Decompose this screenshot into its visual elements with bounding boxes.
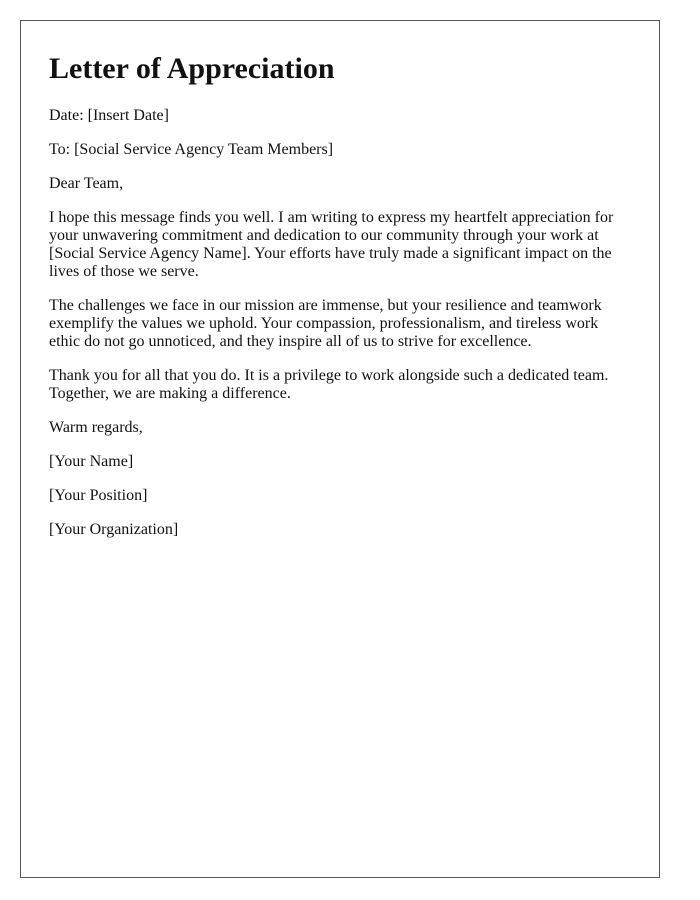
date-line: Date: [Insert Date] xyxy=(49,107,169,124)
signature-organization: [Your Organization] xyxy=(49,521,179,538)
letter-content xyxy=(49,49,629,555)
body-paragraph-2: The challenges we face in our mission are immense, but your resilience and teamwork exemplify the values we uphold. Your compassion, professionalism, and tireless work ethic do not go unnoticed, and they inspire all of us to strive for excellence. xyxy=(49,297,602,350)
letter-title: Letter of Appreciation xyxy=(49,52,335,85)
closing: Warm regards, xyxy=(49,419,143,436)
body-paragraph-3: Thank you for all that you do. It is a privilege to work alongside such a dedicated team. Together, we are making a difference. xyxy=(49,367,609,402)
letter-page xyxy=(20,20,660,878)
body-paragraph-1: I hope this message finds you well. I am writing to express my heartfelt appreciation for your unwavering commitment and dedication to our community through your work at [Social Service Agency Name]. Your efforts have truly made a significant impact on the lives of those we serve. xyxy=(49,209,614,280)
recipient-line: To: [Social Service Agency Team Members] xyxy=(49,141,334,158)
salutation: Dear Team, xyxy=(49,175,124,192)
signature-position: [Your Position] xyxy=(49,487,148,504)
signature-name: [Your Name] xyxy=(49,453,134,470)
